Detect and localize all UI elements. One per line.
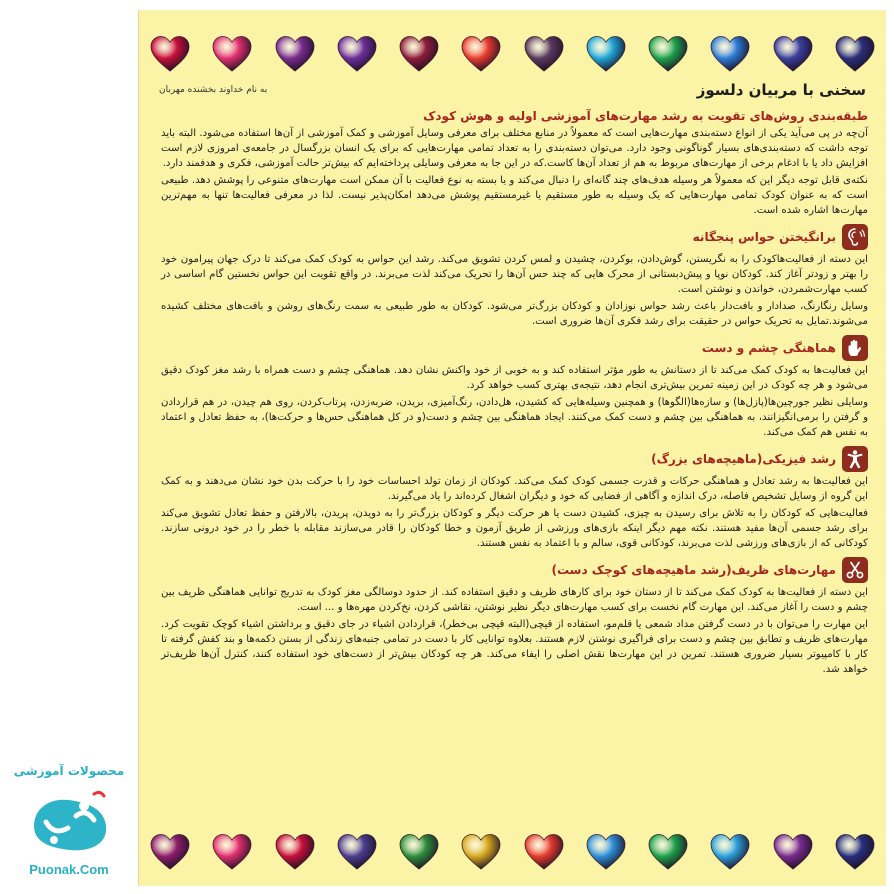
page-title: سخنی با مربیان دلسوز [696, 81, 866, 99]
heart-icon [709, 34, 751, 74]
heart-icon [647, 34, 689, 74]
heart-icon [709, 832, 751, 872]
scissors-icon [842, 557, 868, 583]
section-paragraph: این دسته از فعالیت‌هاکودک را به نگریستن، گوش‌دادن، بوکردن، چشیدن و لمس کردن تشویق می‌کند. رشد این حواس به کودک کمک می‌کند تا درک جهان پیرامون خود را بهتر و زودتر آغاز کند. کودکان نوپا و پیش‌دبستانی از محرک هایی که چند حس آن‌ها را تحریک می‌کند لذت می‌برند. در واقع تقویت این حواس نخستین گام اساسی در کسب مهارت‌شمردن، خواندن و نوشتن است. [161, 254, 868, 295]
heart-icon [834, 34, 876, 74]
heart-icon [772, 34, 814, 74]
article-body [161, 106, 868, 679]
heart-icon [398, 832, 440, 872]
puonak-logo-icon [24, 786, 116, 860]
heart-icon [211, 34, 253, 74]
heart-icon [336, 34, 378, 74]
heart-icon [523, 832, 565, 872]
section-paragraph: این فعالیت‌ها به کودک کمک می‌کند تا از دستانش به طور مؤثر استفاده کند و به خوبی از خود واکنش نشان دهد. هماهنگی چشم و دست همراه با رشد مغز کودک دقیق می‌شود و هر چه کودک در این زمینه تمرین بیش‌تری انجام دهد، نتیجه‌ی بهتری کسب خواهد کرد. [161, 365, 868, 391]
section-paragraph: این دسته از فعالیت‌ها به کودک کمک می‌کند تا از دستان خود برای کارهای ظریف و دقیق استفاده کند. از حدود دوسالگی مغز کودک به تدریج توانایی هماهنگی ظریف بین چشم و دست را آغاز می‌کند. این مهارت گام نخست برای کسب مهارت‌های دیگر نظیر نوشتن، نقاشی کردن، نخ‌کردن مهره‌ها و ... است. [161, 587, 868, 613]
brand-url: Puonak.Com [29, 862, 109, 877]
hand-icon [842, 335, 868, 361]
heart-icon [460, 832, 502, 872]
heart-icon [336, 832, 378, 872]
section-heading: هماهنگی چشم و دست [701, 340, 836, 355]
hearts-row-bottom [149, 828, 876, 876]
book-page [138, 10, 886, 886]
section-heading: رشد فیزیکی(ماهیچه‌های بزرگ) [651, 451, 836, 466]
heart-icon [274, 832, 316, 872]
heart-icon [523, 34, 565, 74]
heart-icon [585, 832, 627, 872]
section-eye-hand [161, 335, 868, 440]
heart-icon [149, 832, 191, 872]
heart-icon [772, 832, 814, 872]
heart-icon [460, 34, 502, 74]
section-heading: برانگیختن حواس پنجگانه [692, 229, 836, 244]
brand-watermark [0, 750, 138, 890]
section-physical [161, 446, 868, 551]
section-paragraph: وسایل رنگارنگ، صدادار و بافت‌دار باعث رشد حواس نوزادان و کودکان بزرگ‌تر می‌شود. کودکان به طور طبیعی به سمت رنگ‌های روشن و بافت‌های مختلف کشیده می‌شوند.تمایل به تحریک حواس در حقیقت برای رشد فکری آن‌ها ضروری است. [161, 301, 868, 327]
ear-icon [842, 224, 868, 250]
heart-icon [647, 832, 689, 872]
section-senses [161, 224, 868, 329]
section-heading: مهارت‌های ظریف(رشد ماهیچه‌های کوچک دست) [551, 562, 836, 577]
section-paragraph: این فعالیت‌ها به رشد تعادل و هماهنگی حرکات و قدرت جسمی کودک کمک می‌کند. کودکان از زمان تولد احساسات خود را با حرکت بدن خود نشان می‌دهند و به کمک این گروه از وسایل تشخیص فاصله، درک اندازه و آگاهی از فضایی که خود و دیگران اشغال کرده‌اند را یاد می‌گیرند. [161, 476, 868, 502]
intro-heading: طبقه‌بندی روش‌های تقویت به رشد مهارت‌های آموزشی اولیه و هوش کودک [423, 109, 868, 123]
heart-icon [585, 34, 627, 74]
section-paragraph: این مهارت را می‌توان با در دست گرفتن مداد شمعی یا قلم‌مو، استفاده از قیچی(البته قیچی بی‌خطر)، قراردادن اشیاء در جای دقیق و برداشتن اشیاء کوچک تقویت کرد. مهارت‌های ظریف و تطابق بین چشم و دست برای فراگیری نوشتن لازم هستند. بعلاوه توانایی کار با دست در تمامی جنبه‌های زندگی از بستن دکمه‌ها و بند کفش گرفته تا کار با کامپیوتر بسیار ضروری هستند. تمرین در این مهارت‌ها نقش اصلی را ایفاء می‌کند. هر چه کودکان بیش‌تر از دست‌های خود استفاده کنند، کنترل آن‌ها ظریف‌تر خواهد شد. [161, 619, 868, 675]
section-paragraph: فعالیت‌هایی که کودکان را به تلاش برای رسیدن به چیزی، کشیدن دست یا هر حرکت دیگر و کودکان بزرگ‌تر را به دویدن، پریدن، بالارفتن و حفظ تعادل تشویق می‌کند برای رشد جسمی آن‌ها مفید هستند. نکته مهم دیگر اینکه بازی‌های ورزشی از طریق آزمون و خطا کودکان را قادر می‌سازند مقابله با خطر را در خود درونی سازند. کودکانی که از بازی‌های ورزشی لذت می‌برند، کودکانی قوی، سالم و با اعتماد به نفس هستند. [161, 508, 868, 549]
person-icon [842, 446, 868, 472]
heart-icon [834, 832, 876, 872]
heart-icon [274, 34, 316, 74]
page-header [159, 78, 866, 102]
bismillah-text: به نام خداوند بخشنده مهربان [159, 85, 268, 95]
section-fine-motor [161, 557, 868, 677]
intro-paragraph: آن‌چه در پی می‌آید یکی از انواع دسته‌بندی مهارت‌هایی است که معمولاً در منابع مختلف برای معرفی وسایل آموزشی و کمک آموزشی از آن‌ها استفاده می‌شود. البته باید توجه داشت که دسته‌بندی‌های بسیار گوناگونی وجود دارد. می‌توان دسته‌بندی را به تعداد تمامی مهارت‌هایی که برای یک انسان بزرگسال در جامعه‌ی امروزی لازم است افزایش داد یا با ادغام برخی از مهارت‌های مربوط به هم از تعداد آن‌ها کاست.که در این جا به معرفی وسایلی پرداخته‌ایم که بیش‌تر حالت آموزشی، فکری و هدفمند دارد. [161, 128, 868, 169]
heart-icon [398, 34, 440, 74]
heart-icon [211, 832, 253, 872]
hearts-row-top [149, 30, 876, 78]
intro-paragraph: نکته‌ی قابل توجه دیگر این که معمولاً هر وسیله هدف‌های چند گانه‌ای را دنبال می‌کند و یا بسته به نوع فعالیت با آن ممکن است مهارت‌های متنوعی را پوشش دهد. طبیعی است که به عنوان کودک تمامی مهارت‌هایی که یک وسیله به طور مستقیم یا غیرمستقیم پوشش می‌دهد امکان‌پذیر نیست. لذا در معرفی فعالیت‌ها تنها به مهم‌ترین مهارت‌ها اشاره شده است. [161, 175, 868, 216]
heart-icon [149, 34, 191, 74]
brand-label: محصولات آموزشی [13, 764, 125, 778]
section-paragraph: وسایلی نظیر جورچین‌ها(پازل‌ها) و سازه‌ها(الگوها) و همچنین وسیله‌هایی که کشیدن، هل‌دادن، رنگ‌آمیزی، بریدن، ضربه‌زدن، پرتاب‌کردن، روی هم چیدن، در هم قراردادن و گرفتن را برمی‌انگیزانند، به هماهنگی بین چشم و دست کمک می‌کنند. ایجاد هماهنگی بین چشم و دست(و در کل هماهنگی حس‌ها و حرکت‌ها)، به حفظ تعادل و اعتماد به نفس هم کمک می‌کند. [161, 397, 868, 438]
